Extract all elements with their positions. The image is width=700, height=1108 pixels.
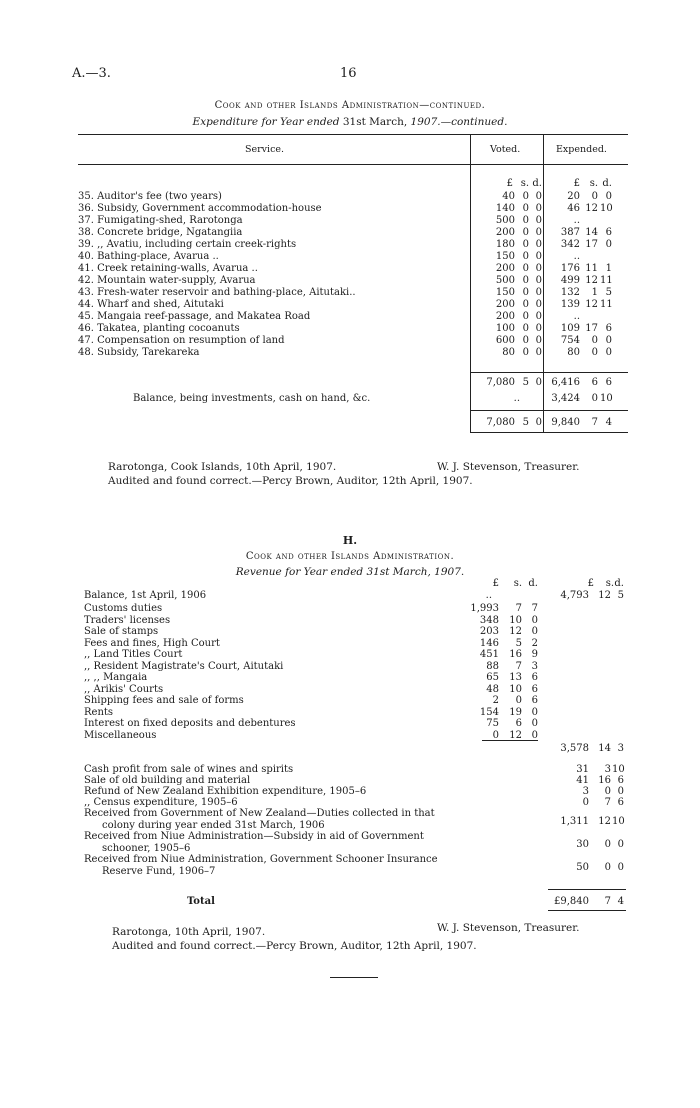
voted-pounds: 150: [495, 251, 515, 262]
voted-shillings: 0: [522, 251, 529, 262]
revenue-other-shillings: 0: [604, 786, 611, 797]
table-row: [78, 335, 628, 347]
voted-shillings: 0: [522, 239, 529, 250]
revenue-row: [84, 730, 634, 742]
expenditure-audit: Audited and found correct.—Percy Brown, Auditor, 12th April, 1907.: [108, 475, 473, 487]
revenue-label: Miscellaneous: [84, 729, 157, 741]
revenue-pounds: 75: [486, 718, 499, 729]
table-row: [78, 191, 628, 203]
service-label: 47. Compensation on resumption of land: [78, 335, 285, 346]
revenue-other-shillings: 7: [604, 797, 611, 808]
column-service: Service.: [245, 144, 285, 155]
revenue-pounds: 2: [492, 695, 499, 706]
revenue-row: [84, 626, 634, 638]
revenue-label: ,, Arikis' Courts: [84, 683, 164, 695]
voted-pounds: 40: [502, 191, 515, 202]
service-label: 44. Wharf and shed, Aitutaki: [78, 299, 224, 310]
service-label: 35. Auditor's fee (two years): [78, 191, 222, 202]
revenue-pence: 0: [531, 614, 538, 626]
voted-shillings: 0: [522, 191, 529, 202]
revenue-other-label: Sale of old building and material: [84, 775, 251, 786]
expended-pence: 0: [605, 239, 612, 250]
expended-pence: 6: [605, 323, 612, 334]
voted-pence: 0: [535, 251, 542, 262]
expended-pence: 11: [600, 299, 613, 310]
revenue-row: [84, 603, 634, 615]
revenue-other-label: Received from Government of New Zealand—Duties collected in that: [84, 808, 435, 819]
column-voted: Voted.: [490, 144, 521, 155]
service-label: 41. Creek retaining-walls, Avarua ..: [78, 263, 258, 274]
service-label: 46. Takatea, planting cocoanuts: [78, 323, 240, 334]
revenue-other-shillings: 16: [598, 775, 611, 786]
voted-shillings: 0: [522, 299, 529, 310]
revenue-audit: Audited and found correct.—Percy Brown, Auditor, 12th April, 1907.: [112, 940, 477, 952]
service-label: 40. Bathing-place, Avarua ..: [78, 251, 219, 262]
table-header-rule: [78, 164, 628, 165]
table-row: [78, 263, 628, 275]
revenue-other-shillings: 3: [604, 764, 611, 775]
revenue-other-pence: 6: [617, 797, 624, 808]
expenditure-subtitle: Expenditure for Year ended 31st March, 1907.—continued.: [192, 116, 508, 128]
voted-pounds: 200: [495, 299, 515, 310]
revenue-row: [84, 718, 634, 730]
voted-pounds: 200: [495, 263, 515, 274]
table-row: [78, 239, 628, 251]
revenue-pence: 9: [531, 649, 538, 660]
revenue-shillings: 7: [515, 603, 522, 614]
service-label: 37. Fumigating-shed, Rarotonga: [78, 215, 243, 226]
subtotal-row: 7,080 5 0 6,416 6 6: [486, 377, 612, 388]
expenditure-sign-place: Rarotonga, Cook Islands, 10th April, 1907.: [108, 461, 337, 473]
revenue-label: ,, Resident Magistrate's Court, Aitutaki: [84, 660, 284, 672]
expended-pounds: ..: [573, 311, 580, 322]
revenue-other-pence: 0: [617, 786, 624, 797]
revenue-pence: 0: [531, 706, 538, 718]
revenue-other-pence: 10: [612, 816, 625, 827]
balance-row: Balance, being investments, cash on hand, &c. .. 3,424 0 10: [133, 393, 613, 404]
revenue-shillings: 7: [515, 660, 522, 672]
revenue-pounds: 88: [486, 660, 499, 672]
revenue-label: Sale of stamps: [84, 626, 159, 637]
revenue-row: [84, 695, 634, 707]
revenue-pence: 6: [531, 695, 538, 706]
voted-pence: 0: [535, 335, 542, 346]
voted-shillings: 0: [522, 263, 529, 274]
voted-shillings: 0: [522, 323, 529, 334]
voted-shillings: 0: [522, 287, 529, 298]
service-label: 36. Subsidy, Government accommodation-house: [78, 203, 322, 214]
revenue-other-row: [84, 831, 634, 854]
revenue-sign-place: Rarotonga, 10th April, 1907.: [112, 926, 266, 938]
revenue-row: [84, 707, 634, 719]
voted-pounds: 140: [495, 203, 515, 214]
revenue-other-label: ,, Census expenditure, 1905–6: [84, 797, 238, 808]
expended-pence: 5: [605, 287, 612, 298]
table-row: [78, 311, 628, 323]
revenue-total-row: Total £9,840 7 4: [187, 896, 624, 907]
table-row: [78, 299, 628, 311]
revenue-other-row: [84, 854, 634, 877]
revenue-shillings: 12: [509, 626, 522, 637]
expended-pounds: 139: [560, 299, 580, 310]
voted-pence: 0: [535, 263, 542, 274]
revenue-pounds: 348: [479, 614, 499, 626]
expended-shillings: 0: [591, 191, 598, 202]
revenue-shillings: 16: [509, 649, 522, 660]
expended-pence: 6: [605, 227, 612, 238]
total-rule-bottom: [470, 432, 628, 433]
revenue-other-shillings: 12: [598, 816, 611, 827]
table-row: [78, 203, 628, 215]
revenue-label: ,, Land Titles Court: [84, 649, 183, 660]
revenue-pence: 7: [531, 603, 538, 614]
revenue-other-label-cont: Reserve Fund, 1906–7: [102, 866, 216, 877]
revenue-pounds: 154: [479, 706, 499, 718]
revenue-other-label-cont: colony during year ended 31st March, 1906: [102, 820, 325, 831]
revenue-pounds: 65: [486, 672, 499, 683]
voted-pence: 0: [535, 287, 542, 298]
expended-pounds: 176: [560, 263, 580, 274]
expended-shillings: 14: [585, 227, 598, 238]
revenue-row: [84, 638, 634, 650]
voted-pence: 0: [535, 323, 542, 334]
subtotal-rule: [470, 372, 628, 373]
voted-shillings: 0: [522, 311, 529, 322]
voted-shillings: 0: [522, 335, 529, 346]
service-label: 42. Mountain water-supply, Avarua: [78, 275, 256, 286]
voted-pounds: 150: [495, 287, 515, 298]
revenue-other-label: Received from Niue Administration—Subsidy in aid of Government: [84, 831, 424, 842]
expended-pence: 10: [600, 203, 613, 214]
revenue-total-rule-bottom: [548, 910, 626, 911]
revenue-shillings: 6: [515, 718, 522, 729]
service-label: 45. Mangaia reef-passage, and Makatea Road: [78, 311, 311, 322]
expended-pounds: 109: [560, 323, 580, 334]
revenue-row: [84, 684, 634, 696]
revenue-shillings: 10: [509, 614, 522, 626]
voted-pence: 0: [535, 299, 542, 310]
voted-shillings: 0: [522, 227, 529, 238]
voted-shillings: 0: [522, 347, 529, 358]
revenue-other-label: Refund of New Zealand Exhibition expenditure, 1905–6: [84, 786, 367, 797]
voted-pence: 0: [535, 239, 542, 250]
table-row: [78, 227, 628, 239]
revenue-total-rule-top: [548, 889, 626, 890]
revenue-other-pence: 0: [617, 839, 624, 850]
expended-shillings: 0: [591, 335, 598, 346]
revenue-pence: 2: [531, 637, 538, 649]
revenue-other-pounds: 3: [582, 786, 589, 797]
voted-pence: 0: [535, 203, 542, 214]
service-label: 38. Concrete bridge, Ngatangiia: [78, 227, 243, 238]
revenue-balance: Balance, 1st April, 1906 .. 4,793 12 5: [84, 590, 624, 601]
voted-pence: 0: [535, 347, 542, 358]
section-h: H.: [342, 534, 358, 547]
revenue-other-label: Cash profit from sale of wines and spirits: [84, 764, 294, 775]
expended-pounds: 387: [560, 227, 580, 238]
revenue-pence: 6: [531, 672, 538, 683]
table-row: [78, 347, 628, 359]
voted-pence: 0: [535, 275, 542, 286]
expended-shillings: 11: [585, 263, 598, 274]
revenue-other-pounds: 30: [576, 839, 589, 850]
revenue-items-rule: [482, 740, 538, 741]
service-label: 43. Fresh-water reservoir and bathing-place, Aitutaki..: [78, 287, 356, 298]
units-row: £ s. d. £ s. d.: [506, 178, 612, 189]
revenue-pounds: 48: [486, 683, 499, 695]
expended-pence: 0: [605, 335, 612, 346]
revenue-other-pence: 10: [612, 764, 625, 775]
expended-shillings: 17: [585, 323, 598, 334]
revenue-shillings: 10: [509, 683, 522, 695]
revenue-subtitle: Revenue for Year ended 31st March, 1907.: [235, 566, 465, 578]
revenue-pounds: 0: [492, 729, 499, 741]
expended-pence: 1: [605, 263, 612, 274]
voted-pounds: 100: [495, 323, 515, 334]
revenue-other-pence: 6: [617, 775, 624, 786]
revenue-row: [84, 672, 634, 684]
voted-pence: 0: [535, 311, 542, 322]
total-rule-top: [470, 410, 628, 411]
voted-pounds: 80: [502, 347, 515, 358]
service-label: 39. ,, Avatiu, including certain creek-rights: [78, 239, 297, 250]
voted-pounds: 600: [495, 335, 515, 346]
revenue-shillings: 13: [509, 672, 522, 683]
revenue-row: [84, 661, 634, 673]
expended-pounds: 132: [560, 287, 580, 298]
revenue-pence: 6: [531, 683, 538, 695]
revenue-other-shillings: 0: [604, 839, 611, 850]
expended-shillings: 12: [585, 299, 598, 310]
table-top-rule: [78, 134, 628, 135]
revenue-pence: 0: [531, 718, 538, 729]
service-label: 48. Subsidy, Tarekareka: [78, 347, 200, 358]
revenue-pence: 0: [531, 626, 538, 637]
expended-shillings: 12: [585, 203, 598, 214]
revenue-pounds: 146: [479, 637, 499, 649]
revenue-pounds: 203: [479, 626, 499, 637]
expended-pounds: 46: [567, 203, 580, 214]
voted-pounds: 500: [495, 275, 515, 286]
revenue-other-pounds: 31: [576, 764, 589, 775]
revenue-label: Traders' licenses: [84, 614, 171, 626]
revenue-row: [84, 649, 634, 661]
revenue-label: Interest on fixed deposits and debentures: [84, 718, 296, 729]
expended-pounds: ..: [573, 251, 580, 262]
table-row: [78, 323, 628, 335]
table-row: [78, 215, 628, 227]
revenue-label: Shipping fees and sale of forms: [84, 695, 244, 706]
revenue-pounds: 451: [479, 649, 499, 660]
revenue-label: Fees and fines, High Court: [84, 637, 220, 649]
revenue-row: [84, 615, 634, 627]
revenue-shillings: 19: [509, 706, 522, 718]
expended-pounds: 342: [560, 239, 580, 250]
revenue-sign-name: W. J. Stevenson, Treasurer.: [437, 922, 580, 934]
revenue-shillings: 5: [515, 637, 522, 649]
voted-shillings: 0: [522, 203, 529, 214]
expended-pounds: ..: [573, 215, 580, 226]
voted-pounds: 200: [495, 227, 515, 238]
expended-shillings: 1: [591, 287, 598, 298]
table-row: [78, 251, 628, 263]
revenue-other-pounds: 1,311: [560, 816, 589, 827]
expended-pence: 0: [605, 347, 612, 358]
expended-pounds: 499: [560, 275, 580, 286]
voted-pounds: 500: [495, 215, 515, 226]
revenue-units: £ s. d. £ s. d.: [492, 578, 624, 589]
revenue-label: ,, ,, Mangaia: [84, 672, 148, 683]
end-rule: [330, 977, 378, 978]
revenue-other-row: [84, 808, 634, 831]
expended-pounds: 754: [560, 335, 580, 346]
table-row: [78, 275, 628, 287]
table-row: [78, 287, 628, 299]
revenue-pence: 3: [531, 660, 538, 672]
revenue-items-total: 3,578 14 3: [560, 743, 624, 754]
total-row: 7,080 5 0 9,840 7 4: [486, 417, 612, 428]
voted-pounds: 180: [495, 239, 515, 250]
voted-pounds: 200: [495, 311, 515, 322]
column-expended: Expended.: [556, 144, 607, 155]
revenue-shillings: 0: [515, 695, 522, 706]
revenue-other-pounds: 0: [582, 797, 589, 808]
revenue-label: Rents: [84, 706, 114, 718]
revenue-other-pounds: 41: [576, 775, 589, 786]
revenue-other-label: Received from Niue Administration, Government Schooner Insurance: [84, 854, 438, 865]
expended-pounds: 80: [567, 347, 580, 358]
voted-shillings: 0: [522, 215, 529, 226]
expended-pence: 11: [600, 275, 613, 286]
revenue-pounds: 1,993: [470, 603, 499, 614]
revenue-pence: 0: [531, 729, 538, 741]
expenditure-title: Cook and other Islands Administration—continued.: [214, 100, 486, 111]
page-id: A.—3.: [72, 66, 111, 81]
revenue-other-pence: 0: [617, 862, 624, 873]
expended-pounds: 20: [567, 191, 580, 202]
expended-pence: 0: [605, 191, 612, 202]
revenue-shillings: 12: [509, 729, 522, 741]
expended-shillings: 17: [585, 239, 598, 250]
voted-pence: 0: [535, 227, 542, 238]
page-number: 16: [340, 66, 357, 81]
expended-shillings: 12: [585, 275, 598, 286]
expenditure-sign-name: W. J. Stevenson, Treasurer.: [437, 461, 580, 473]
voted-shillings: 0: [522, 275, 529, 286]
revenue-label: Customs duties: [84, 603, 163, 614]
expended-shillings: 0: [591, 347, 598, 358]
revenue-other-label-cont: schooner, 1905–6: [102, 843, 191, 854]
revenue-other-pounds: 50: [576, 862, 589, 873]
voted-pence: 0: [535, 191, 542, 202]
revenue-title: Cook and other Islands Administration.: [245, 551, 455, 562]
revenue-other-shillings: 0: [604, 862, 611, 873]
voted-pence: 0: [535, 215, 542, 226]
